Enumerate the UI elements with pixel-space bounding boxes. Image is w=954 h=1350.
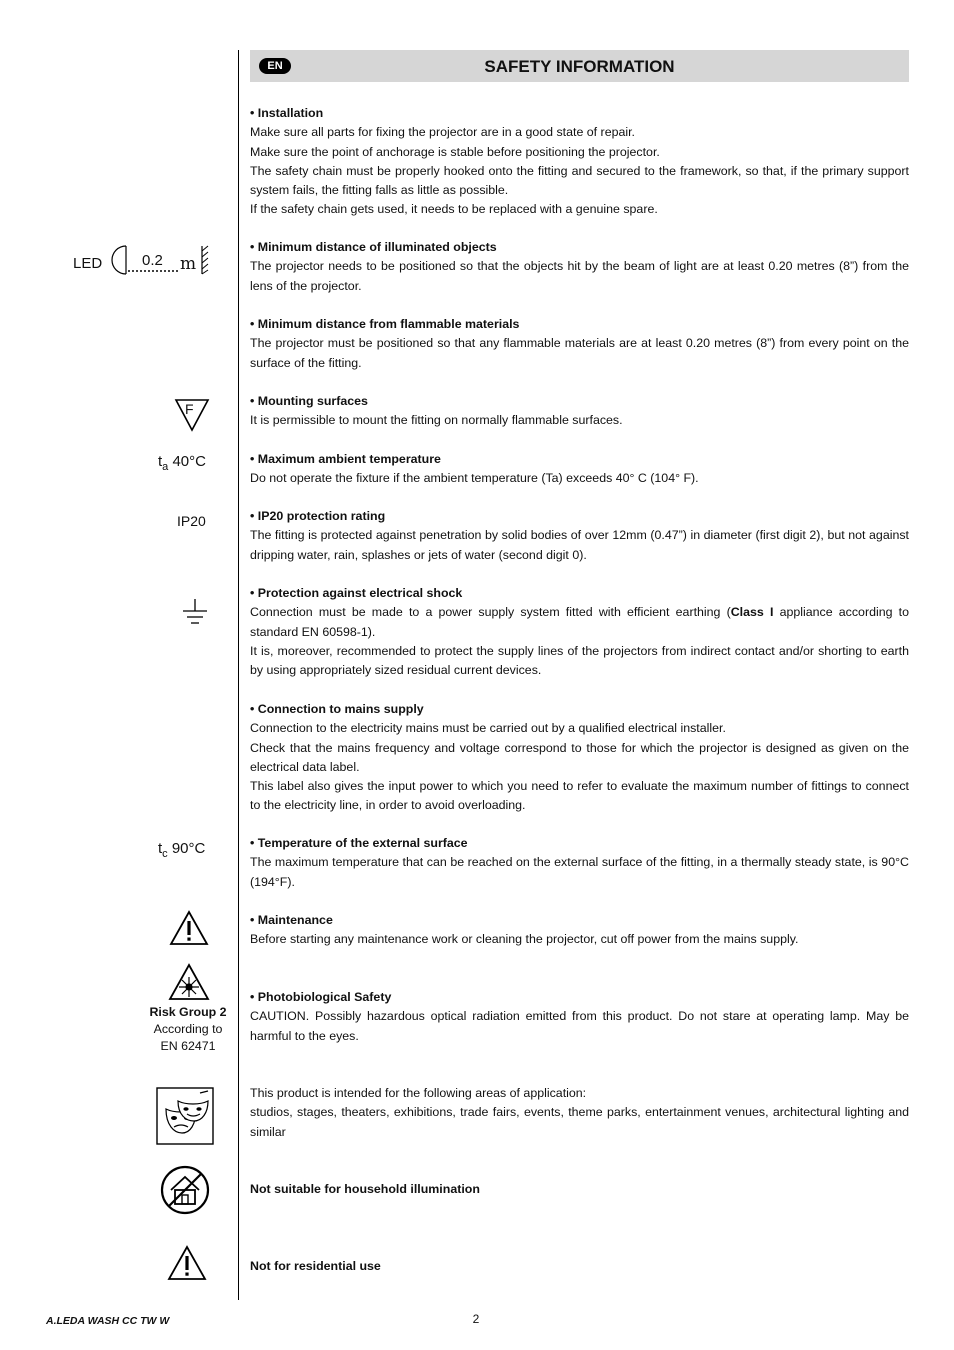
not-household-notice bbox=[250, 1180, 909, 1199]
paragraph: The safety chain must be properly hooked onto the fitting and secured to the framework, so that, if the primary support system fails, the fitting falls as little as possible. bbox=[250, 163, 909, 198]
section-mains-supply bbox=[250, 700, 909, 816]
section-title: • IP20 protection rating bbox=[250, 509, 386, 523]
paragraph: studios, stages, theaters, exhibitions, trade fairs, events, theme parks, entertainment venues, architectural lighting and similar bbox=[250, 1105, 909, 1139]
ambient-temp-value: 40°C bbox=[168, 453, 206, 470]
paragraph: The projector must be positioned so that any flammable materials are at least 0.20 metres (8”) from every point on the surface of the fitting. bbox=[250, 336, 909, 370]
language-badge: EN bbox=[259, 58, 291, 74]
section-title: • Photobiological Safety bbox=[250, 990, 392, 1004]
paragraph: Before starting any maintenance work or cleaning the projector, cut off power from the mains supply. bbox=[250, 932, 799, 947]
ip-rating-label: IP20 bbox=[177, 513, 206, 529]
paragraph: CAUTION. Possibly hazardous optical radiation emitted from this product. Do not stare at operating lamp. May be harmful to the eyes. bbox=[250, 1009, 909, 1043]
paragraph: This label also gives the input power to which you need to refer to evaluate the maximum number of fittings to connect to the electricity line, in order to avoid overloading. bbox=[250, 779, 909, 813]
section-title: • Installation bbox=[250, 106, 324, 120]
section-installation bbox=[250, 104, 909, 220]
surface-temp-sub: c bbox=[162, 848, 168, 860]
paragraph: Make sure the point of anchorage is stable before positioning the projector. bbox=[250, 144, 660, 159]
entertainment-masks-icon bbox=[156, 1087, 214, 1145]
risk-group-info bbox=[140, 1004, 236, 1055]
not-residential-notice bbox=[250, 1257, 909, 1276]
warning-icon bbox=[169, 910, 209, 946]
paragraph: If the safety chain gets used, it needs to be replaced with a genuine spare. bbox=[250, 202, 658, 217]
paragraph: Connection to the electricity mains must be carried out by a qualified electrical installer. bbox=[250, 721, 726, 736]
surface-temp-t: t bbox=[158, 840, 163, 857]
section-photobiological bbox=[250, 988, 909, 1046]
section-application bbox=[250, 1084, 909, 1142]
section-title: • Maximum ambient temperature bbox=[250, 452, 441, 466]
led-distance-value: 0.2 bbox=[142, 252, 163, 269]
section-title: • Connection to mains supply bbox=[250, 702, 424, 716]
section-mounting-surfaces bbox=[250, 392, 909, 431]
column-divider bbox=[238, 50, 239, 1300]
section-title: • Temperature of the external surface bbox=[250, 836, 468, 850]
paragraph: The projector needs to be positioned so that the objects hit by the beam of light are at least 0.20 metres (8”) from the lens of the projector. bbox=[250, 259, 909, 293]
text: Connection must be made to a power supply system fitted with efficient earthing ( bbox=[250, 605, 731, 620]
footer-model: A.LEDA WASH CC TW W bbox=[46, 1315, 170, 1327]
section-surface-temperature bbox=[250, 834, 909, 892]
notice-text: Not suitable for household illumination bbox=[250, 1182, 480, 1196]
flammable-surface-letter: F bbox=[185, 401, 194, 417]
section-title: • Protection against electrical shock bbox=[250, 586, 463, 600]
led-label: LED bbox=[73, 255, 103, 272]
text: appliance according to standard EN 60598-1). bbox=[250, 605, 909, 639]
paragraph: It is permissible to mount the fitting on normally flammable surfaces. bbox=[250, 413, 623, 428]
section-electrical-shock bbox=[250, 584, 909, 680]
section-min-distance-objects bbox=[250, 238, 909, 296]
warning-icon bbox=[167, 1245, 207, 1281]
ambient-temp-sub: a bbox=[162, 461, 169, 473]
paragraph bbox=[250, 603, 909, 642]
paragraph: The fitting is protected against penetration by solid bodies of over 12mm (0.47”) in diameter (first digit 2), but not against dripping water, rain, splashes or jets of water (second digit 0). bbox=[250, 528, 909, 562]
section-title: • Mounting surfaces bbox=[250, 394, 368, 408]
paragraph: Do not operate the fixture if the ambient temperature (Ta) exceeds 40° C (104° F). bbox=[250, 471, 699, 486]
paragraph: It is, moreover, recommended to protect the supply lines of the projectors from indirect contact and/or shorting to earth by using appropriately sized residual current devices. bbox=[250, 643, 909, 678]
paragraph: The maximum temperature that can be reached on the external surface of the fitting, in a thermally steady state, is 90°C (194°F). bbox=[250, 855, 909, 889]
section-title: • Minimum distance of illuminated objects bbox=[250, 240, 497, 254]
optical-radiation-icon bbox=[168, 963, 210, 1001]
led-distance-unit: m bbox=[180, 254, 197, 274]
no-household-icon bbox=[159, 1164, 211, 1216]
risk-group-label: Risk Group 2 bbox=[149, 1005, 227, 1019]
section-title: • Minimum distance from flammable materials bbox=[250, 317, 520, 331]
section-header bbox=[250, 50, 909, 82]
section-ip20 bbox=[250, 507, 909, 565]
surface-temp-value: 90°C bbox=[167, 840, 206, 857]
surface-temp-label bbox=[158, 840, 206, 860]
paragraph: Check that the mains frequency and voltage correspond to those for which the projector is designed as given on the electrical data label. bbox=[250, 740, 909, 774]
section-ambient-temperature bbox=[250, 450, 909, 489]
section-maintenance bbox=[250, 911, 909, 950]
earth-ground-icon bbox=[182, 598, 208, 626]
page-title: SAFETY INFORMATION bbox=[484, 57, 675, 76]
ambient-temp-label bbox=[158, 453, 206, 473]
class-label: Class I bbox=[730, 605, 774, 620]
section-title: • Maintenance bbox=[250, 913, 333, 927]
section-min-distance-flammable bbox=[250, 315, 909, 373]
notice-text: Not for residential use bbox=[250, 1259, 381, 1273]
risk-standard: EN 62471 bbox=[160, 1039, 216, 1053]
paragraph: Make sure all parts for fixing the projector are in a good state of repair. bbox=[250, 125, 635, 140]
page-number: 2 bbox=[472, 1312, 480, 1326]
ambient-temp-t: t bbox=[158, 453, 163, 470]
risk-according: According to bbox=[153, 1022, 223, 1036]
paragraph: This product is intended for the following areas of application: bbox=[250, 1086, 587, 1100]
